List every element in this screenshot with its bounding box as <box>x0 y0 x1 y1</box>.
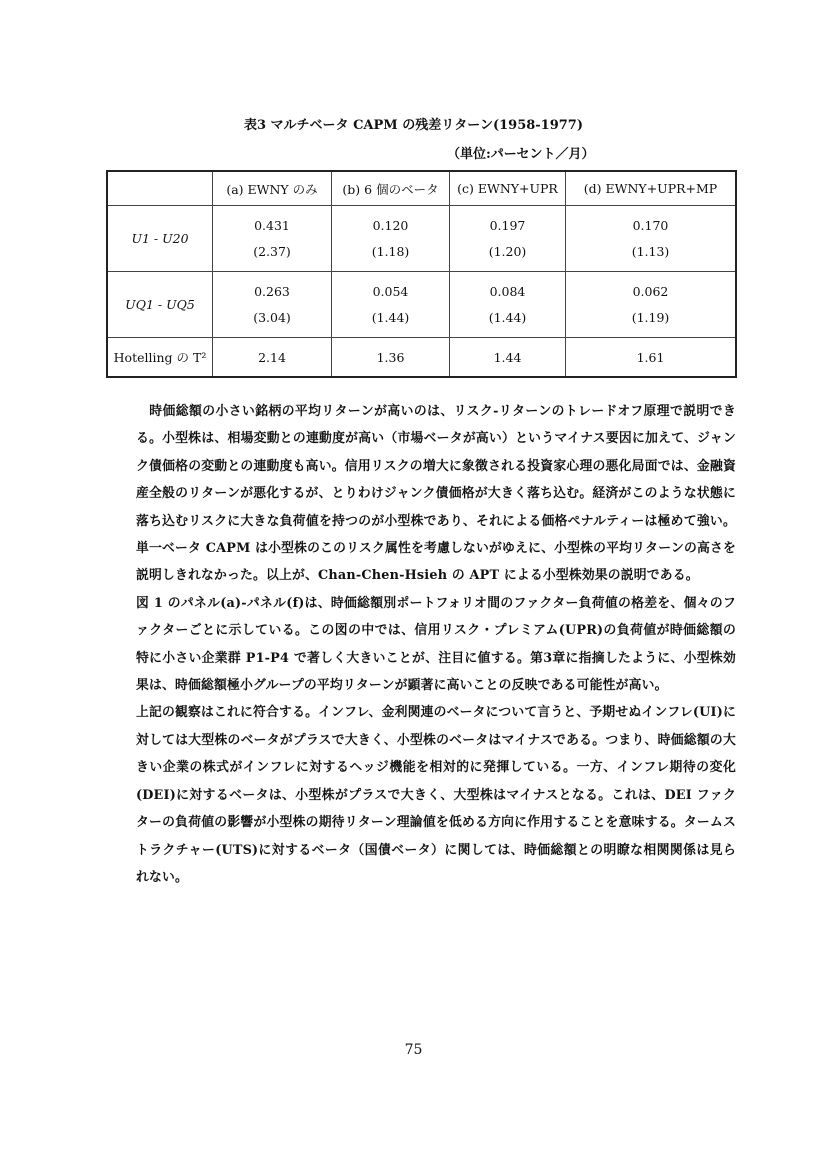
cell-tstat: (3.04) <box>253 309 291 325</box>
table-cell <box>450 272 566 338</box>
table-row <box>107 338 736 378</box>
table-cell <box>566 206 737 272</box>
table-header-row <box>107 171 736 206</box>
table-cell <box>566 272 737 338</box>
cell-value: 0.120 <box>372 217 409 233</box>
cell-value: 0.431 <box>254 217 290 233</box>
header-cell-a: (a) EWNY のみ <box>213 171 332 206</box>
header-cell-d: (d) EWNY+UPR+MP <box>566 171 737 206</box>
cell-value: 1.61 <box>566 338 737 378</box>
cell-value: 1.36 <box>332 338 450 378</box>
cell-value: 0.197 <box>489 217 526 233</box>
header-cell-c: (c) EWNY+UPR <box>450 171 566 206</box>
page-number: 75 <box>404 1042 423 1058</box>
table-cell <box>213 206 332 272</box>
cell-tstat: (1.13) <box>631 243 670 259</box>
cell-value: 0.170 <box>632 217 669 233</box>
cell-tstat: (1.19) <box>631 309 670 325</box>
header-cell-corner <box>107 171 213 206</box>
paragraph: 上記の観察はこれに符合する。インフレ、金利関連のベータについて言うと、予期せぬインフレ(UI)に対しては大型株のベータがプラスで大きく、小型株のベータはマイナスである。つまり、時価総額の大きい企業の株式がインフレに対するヘッジ機能を相対的に発揮している。一方、インフレ期待の変化(DEI)に対するベータは、小型株がプラスで大きく、大型株はマイナスとなる。これは、DEI ファクターの負荷値の影響が小型株の期待リターン理論値を低める方向に作用することを意味する。タームストラクチャー(UTS)に対するベータ（国債ベータ）に関しては、時価総額との明瞭な相関関係は見られない。 <box>136 705 736 885</box>
cell-value: 1.44 <box>450 338 566 378</box>
table-row <box>107 206 736 272</box>
table-row <box>107 272 736 338</box>
paragraph: 図 1 のパネル(a)-パネル(f)は、時価総額別ポートフォリオ間のファクター負荷値の格差を、個々のファクターごとに示している。この図の中では、信用リスク・プレミアム(UPR)の負荷値が時価総額の特に小さい企業群 P1-P4 で著しく大きいことが、注目に値する。第3章に指摘したように、小型株効果は、時価総額極小グループの平均リターンが顕著に高いことの反映である可能性が高い。 <box>136 595 736 694</box>
body-text <box>136 398 736 891</box>
table-cell <box>450 206 566 272</box>
cell-value: 0.054 <box>372 283 409 299</box>
cell-tstat: (1.44) <box>488 309 527 325</box>
residual-return-table <box>106 170 737 378</box>
cell-tstat: (1.18) <box>371 243 410 259</box>
cell-tstat: (1.20) <box>488 243 527 259</box>
cell-tstat: (2.37) <box>253 243 291 259</box>
cell-tstat: (1.44) <box>371 309 410 325</box>
cell-value: 2.14 <box>213 338 332 378</box>
header-cell-b: (b) 6 個のベータ <box>332 171 450 206</box>
row-label: U1 - U20 <box>107 206 213 272</box>
cell-value: 0.263 <box>254 283 290 299</box>
table-unit-note: （単位:パーセント／月） <box>447 147 595 162</box>
cell-value: 0.084 <box>489 283 526 299</box>
table-cell <box>213 272 332 338</box>
table-caption: 表3 マルチベータ CAPM の残差リターン(1958-1977) <box>243 118 584 133</box>
row-label: Hotelling の T² <box>107 338 213 378</box>
paragraph: 時価総額の小さい銘柄の平均リターンが高いのは、リスク-リターンのトレードオフ原理で説明できる。小型株は、相場変動との連動度が高い（市場ベータが高い）というマイナス要因に加えて、ジャンク債価格の変動との連動度も高い。信用リスクの増大に象徴される投資家心理の悪化局面では、金融資産全般のリターンが悪化するが、とりわけジャンク債価格が大きく落ち込む。経済がこのような状態に落ち込むリスクに大きな負荷値を持つのが小型株であり、それによる価格ペナルティーは極めて強い。単一ベータ CAPM は小型株のこのリスク属性を考慮しないがゆえに、小型株の平均リターンの高さを説明しきれなかった。以上が、Chan-Chen-Hsieh の APT による小型株効果の説明である。 <box>136 404 736 584</box>
table-cell <box>332 206 450 272</box>
row-label: UQ1 - UQ5 <box>107 272 213 338</box>
table-cell <box>332 272 450 338</box>
cell-value: 0.062 <box>632 283 669 299</box>
